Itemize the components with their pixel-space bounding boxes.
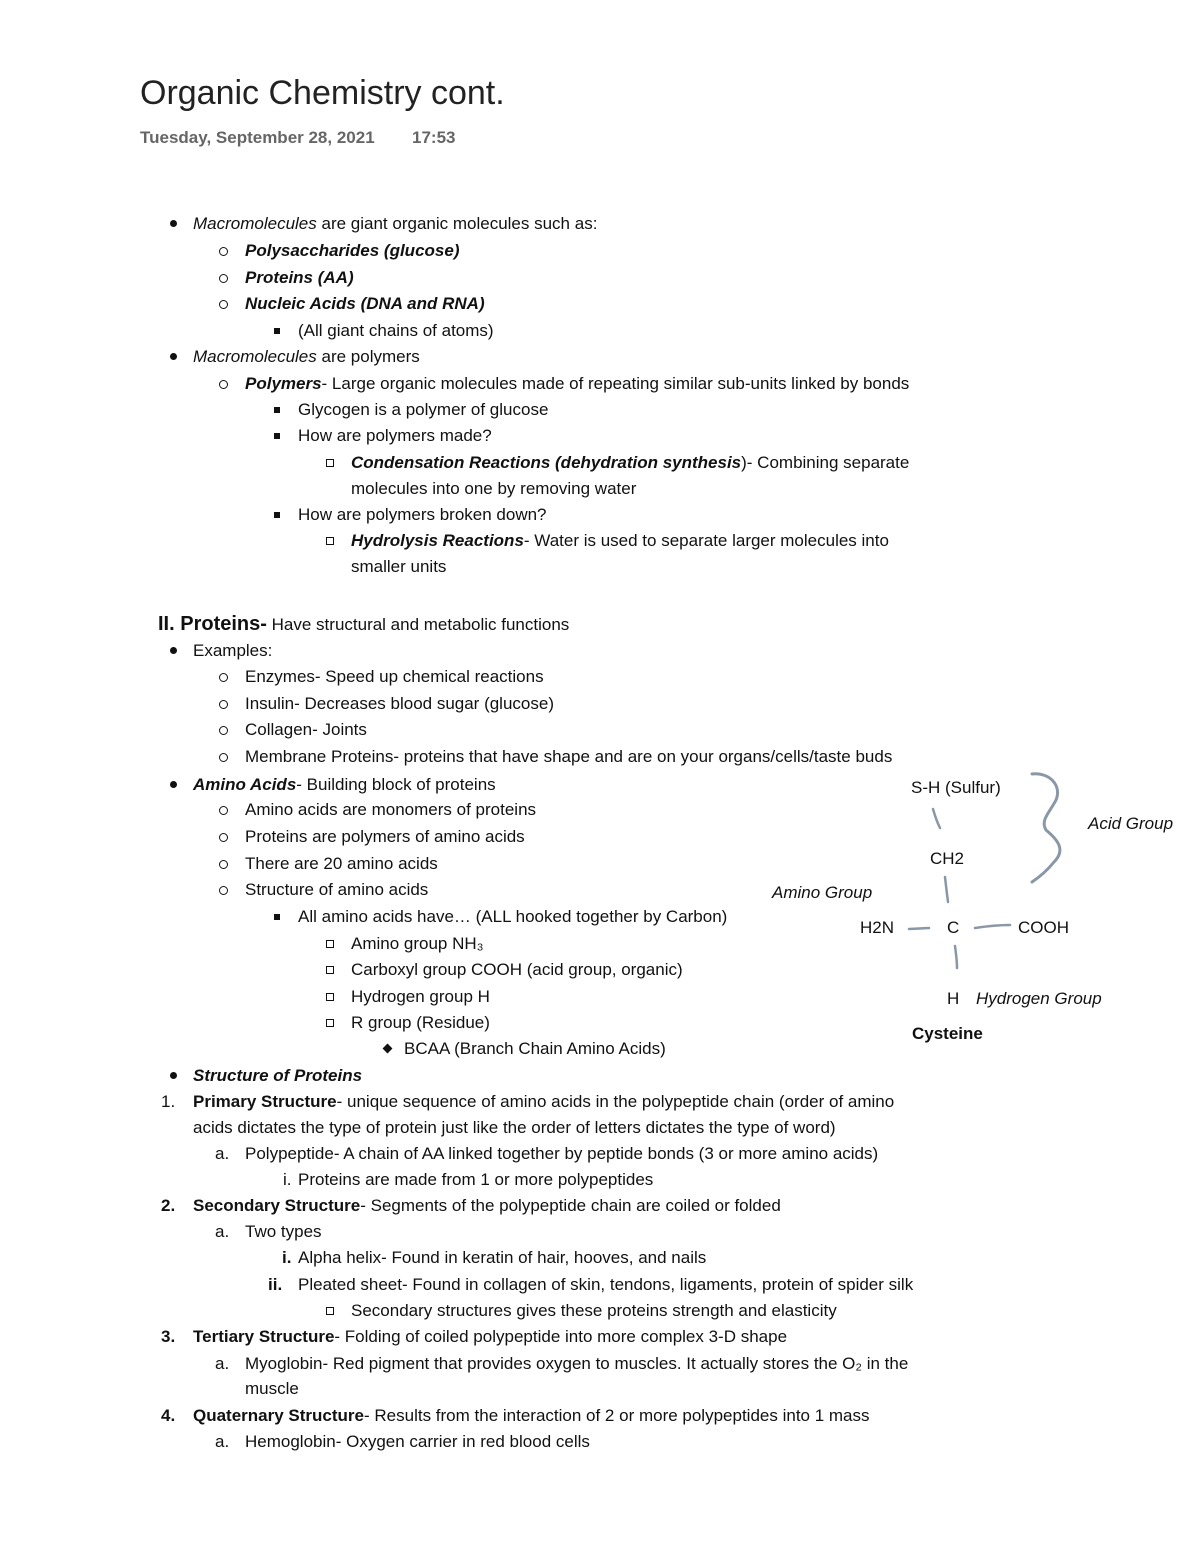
note-line: Secondary structures gives these proteins strength and elasticity: [351, 1301, 837, 1320]
note-line: Amino group NH₃: [351, 934, 484, 953]
list-letter: a.: [215, 1354, 230, 1373]
note-line: smaller units: [351, 557, 447, 576]
note-line: Macromolecules are giant organic molecules such as:: [193, 214, 598, 233]
note-line: Quaternary Structure- Results from the interaction of 2 or more polypeptides into 1 mass: [193, 1406, 870, 1425]
list-letter: a.: [215, 1432, 230, 1451]
page-title: Organic Chemistry cont.: [140, 74, 505, 112]
list-roman: i.: [282, 1248, 292, 1267]
note-line: Hemoglobin- Oxygen carrier in red blood cells: [245, 1432, 590, 1451]
diagram-cooh-label: COOH: [1018, 918, 1069, 937]
note-line: Polypeptide- A chain of AA linked together by peptide bonds (3 or more amino acids): [245, 1144, 879, 1163]
diagram-acid-group-label: Acid Group: [1088, 814, 1174, 833]
note-line: Structure of Proteins: [193, 1066, 363, 1085]
diagram-h2n-label: H2N: [860, 918, 895, 937]
diagram-ch2-label: CH2: [930, 849, 965, 868]
note-line: Proteins (AA): [245, 268, 354, 287]
note-line: BCAA (Branch Chain Amino Acids): [404, 1039, 666, 1058]
note-date: Tuesday, September 28, 2021: [140, 128, 375, 147]
diagram-h-label: H: [947, 989, 960, 1008]
note-line: molecules into one by removing water: [351, 479, 637, 498]
note-line: (All giant chains of atoms): [298, 321, 494, 340]
list-number: 2.: [161, 1196, 176, 1215]
bond-stroke: [909, 928, 929, 929]
list-letter: a.: [215, 1222, 230, 1241]
list-roman: i.: [283, 1170, 292, 1189]
diagram-cysteine-label: Cysteine: [912, 1024, 983, 1043]
note-line: muscle: [245, 1379, 299, 1398]
note-line: Macromolecules are polymers: [193, 347, 420, 366]
diagram-amino-group-label: Amino Group: [772, 883, 873, 902]
note-line: R group (Residue): [351, 1013, 490, 1032]
note-line: Amino acids are monomers of proteins: [245, 800, 537, 819]
note-line: Hydrolysis Reactions- Water is used to separate larger molecules into: [351, 531, 889, 550]
diagram-hydrogen-group-label: Hydrogen Group: [976, 989, 1102, 1008]
note-line: Polymers- Large organic molecules made of repeating similar sub-units linked by bonds: [245, 374, 910, 393]
list-letter: a.: [215, 1144, 230, 1163]
bond-stroke: [933, 809, 940, 828]
diagram-sh-label: S-H (Sulfur): [911, 778, 1001, 797]
section-heading: II. Proteins- Have structural and metabolic functions: [158, 613, 570, 635]
note-line: Polysaccharides (glucose): [245, 241, 460, 260]
bond-stroke: [975, 925, 1010, 928]
note-time: 17:53: [412, 128, 456, 147]
note-line: All amino acids have… (ALL hooked together by Carbon): [298, 907, 728, 926]
note-line: Tertiary Structure- Folding of coiled polypeptide into more complex 3-D shape: [193, 1327, 788, 1346]
note-line: Glycogen is a polymer of glucose: [298, 400, 549, 419]
bond-stroke: [945, 877, 948, 902]
note-line: How are polymers made?: [298, 426, 492, 445]
diagram-carbon-label: C: [947, 918, 960, 937]
note-line: Primary Structure- unique sequence of amino acids in the polypeptide chain (order of amino: [193, 1092, 895, 1111]
note-line: Enzymes- Speed up chemical reactions: [245, 667, 544, 686]
list-number: 1.: [161, 1092, 176, 1111]
note-line: Examples:: [193, 641, 273, 660]
list-number: 3.: [161, 1327, 176, 1346]
note-line: acids dictates the type of protein just like the order of letters dictates the type of word): [193, 1118, 836, 1137]
note-line: Two types: [245, 1222, 322, 1241]
list-roman: ii.: [268, 1275, 283, 1294]
note-line: Structure of amino acids: [245, 880, 429, 899]
note-line: Secondary Structure- Segments of the polypeptide chain are coiled or folded: [193, 1196, 781, 1215]
brace-stroke: [1032, 774, 1060, 882]
list-number: 4.: [161, 1406, 176, 1425]
note-line: Pleated sheet- Found in collagen of skin, tendons, ligaments, protein of spider silk: [298, 1275, 914, 1294]
note-line: Alpha helix- Found in keratin of hair, hooves, and nails: [298, 1248, 707, 1267]
note-line: Proteins are polymers of amino acids: [245, 827, 525, 846]
note-line: Insulin- Decreases blood sugar (glucose): [245, 694, 554, 713]
note-line: There are 20 amino acids: [245, 854, 438, 873]
note-line: Collagen- Joints: [245, 720, 367, 739]
note-line: Nucleic Acids (DNA and RNA): [245, 294, 485, 313]
note-line: How are polymers broken down?: [298, 505, 547, 524]
bond-stroke: [955, 946, 957, 968]
note-line: Hydrogen group H: [351, 987, 490, 1006]
note-line: Amino Acids- Building block of proteins: [193, 775, 496, 794]
note-line: Membrane Proteins- proteins that have shape and are on your organs/cells/taste buds: [245, 747, 893, 766]
note-line: Carboxyl group COOH (acid group, organic): [351, 960, 683, 979]
note-line: Proteins are made from 1 or more polypeptides: [298, 1170, 654, 1189]
note-line: Condensation Reactions (dehydration synthesis)- Combining separate: [351, 453, 910, 472]
note-line: Myoglobin- Red pigment that provides oxygen to muscles. It actually stores the O₂ in the: [245, 1354, 909, 1373]
